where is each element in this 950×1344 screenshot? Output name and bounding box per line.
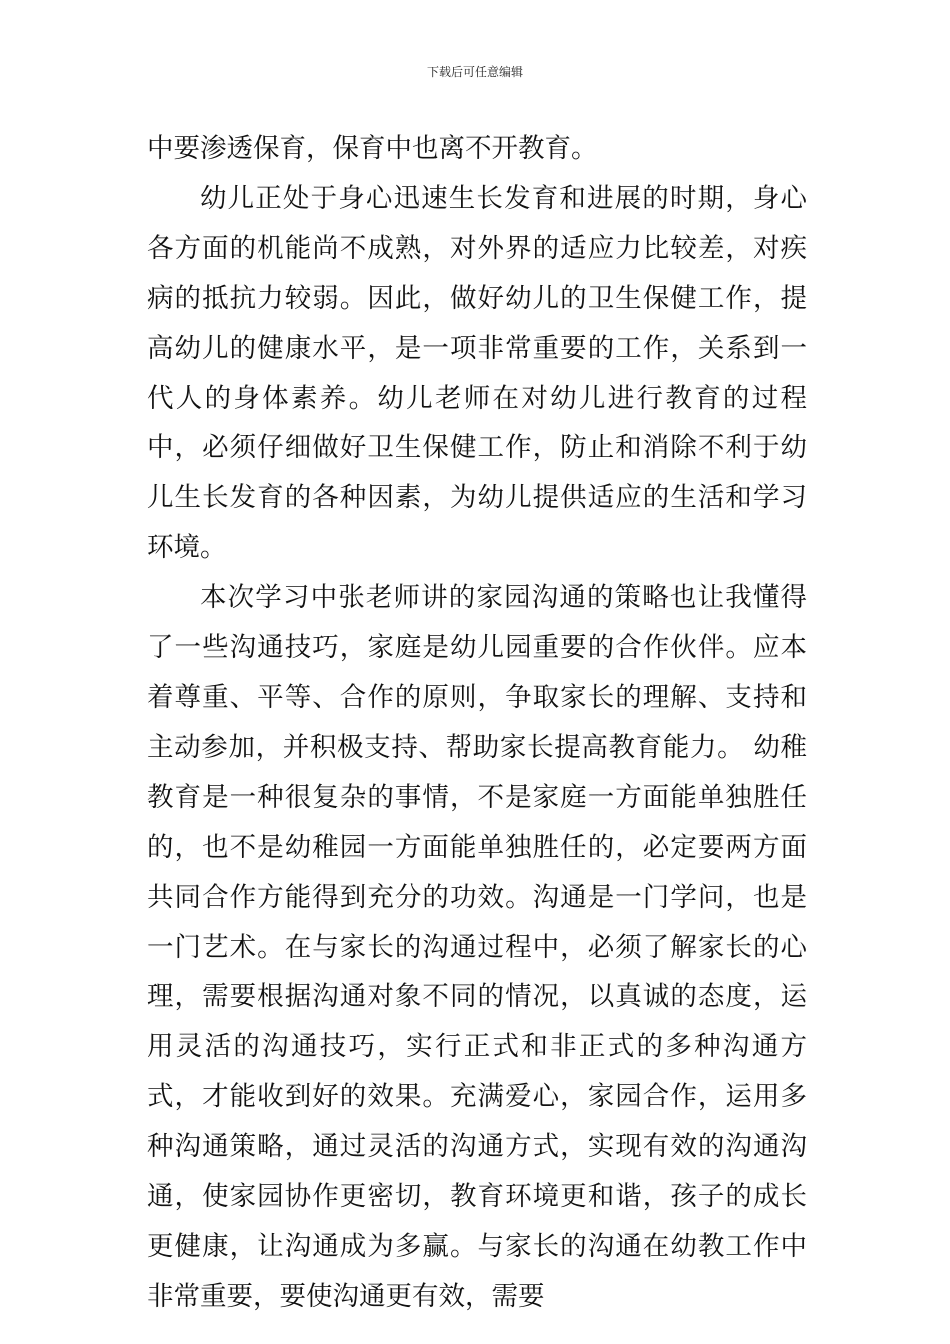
paragraph-3: 本次学习中张老师讲的家园沟通的策略也让我懂得了一些沟通技巧，家庭是幼儿园重要的合作伙伴。应本着尊重、平等、合作的原则，争取家长的理解、支持和主动参加，并积极支持、帮助家长提高教育能力。 幼稚教育是一种很复杂的事情，不是家庭一方面能单独胜任的，也不是幼稚园一方面能单独胜任的，必定要两方面共同合作方能得到充分的功效。沟通是一门学问，也是一门艺术。在与家长的沟通过程中，必须了解家长的心理，需要根据沟通对象不同的情况，以真诚的态度，运用灵活的沟通技巧，实行正式和非正式的多种沟通方式，才能收到好的效果。充满爱心，家园合作，运用多种沟通策略，通过灵活的沟通方式，实现有效的沟通沟通，使家园协作更密切，教育环境更和谐，孩子的成长更健康，让沟通成为多赢。与家长的沟通在幼教工作中非常重要，要使沟通更有效，需要 (147, 582, 807, 1312)
page-header: 下载后可任意编辑 (426, 65, 523, 79)
document-body (147, 124, 807, 1322)
paragraph-1: 中要渗透保育，保育中也离不开教育。 (147, 133, 598, 164)
paragraph-2: 幼儿正处于身心迅速生长发育和进展的时期，身心各方面的机能尚不成熟，对外界的适应力比较差，对疾病的抵抗力较弱。因此，做好幼儿的卫生保健工作，提高幼儿的健康水平，是一项非常重要的工作，关系到一代人的身体素养。幼儿老师在对幼儿进行教育的过程中，必须仔细做好卫生保健工作，防止和消除不利于幼儿生长发育的各种因素，为幼儿提供适应的生活和学习环境。 (147, 182, 807, 564)
